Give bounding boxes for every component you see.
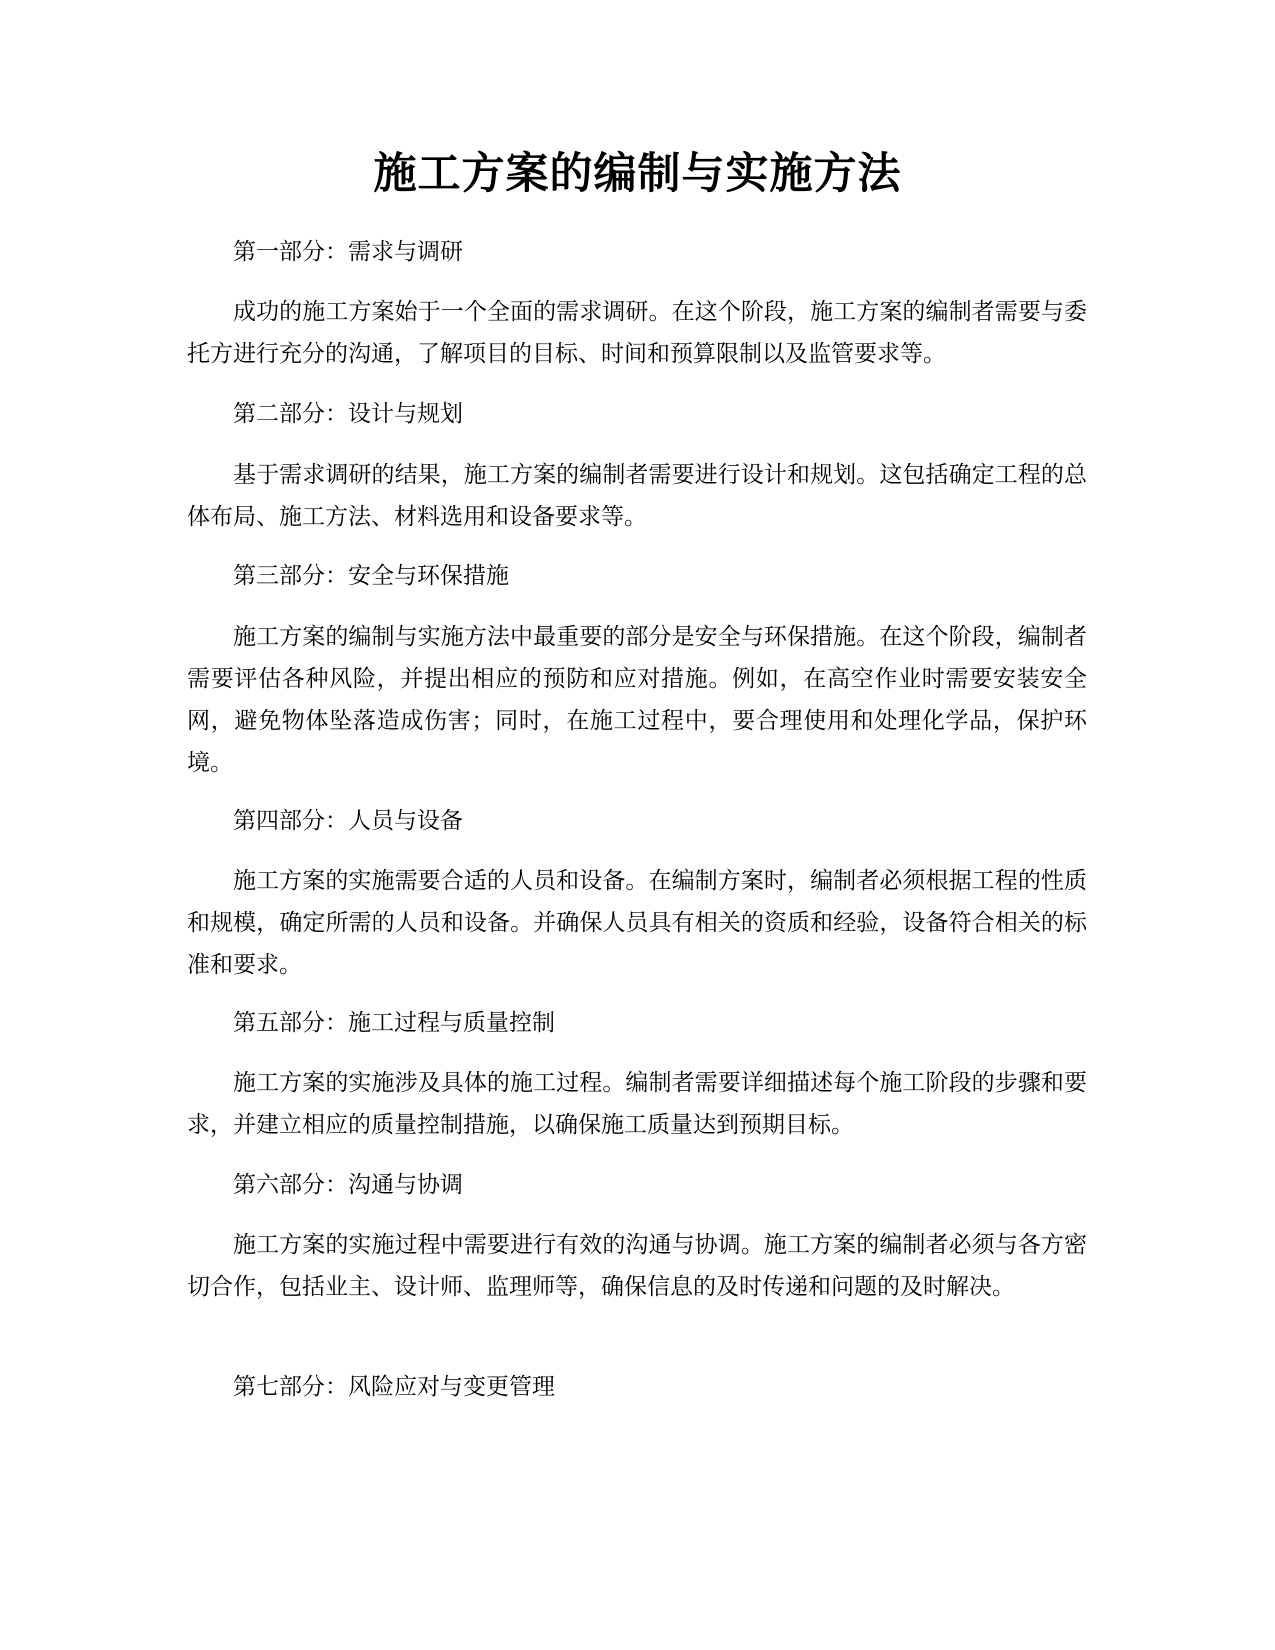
document-title: 施工方案的编制与实施方法 [373,149,902,199]
section-6-paragraph: 施工方案的实施过程中需要进行有效的沟通与协调。施工方案的编制者必须与各方密切合作，包括业主、设计师、监理师等，确保信息的及时传递和问题的及时解决。 [187,1232,1087,1300]
section-7-heading: 第七部分：风险应对与变更管理 [233,1374,555,1400]
section-1-paragraph: 成功的施工方案始于一个全面的需求调研。在这个阶段，施工方案的编制者需要与委托方进行充分的沟通，了解项目的目标、时间和预算限制以及监管要求等。 [187,299,1087,367]
section-5-heading: 第五部分：施工过程与质量控制 [233,1010,555,1036]
section-3-paragraph: 施工方案的编制与实施方法中最重要的部分是安全与环保措施。在这个阶段，编制者需要评估各种风险，并提出相应的预防和应对措施。例如，在高空作业时需要安装安全网，避免物体坠落造成伤害；同时，在施工过程中，要合理使用和处理化学品，保护环境。 [187,624,1087,776]
section-6-heading: 第六部分：沟通与协调 [233,1172,463,1198]
section-5-paragraph: 施工方案的实施涉及具体的施工过程。编制者需要详细描述每个施工阶段的步骤和要求，并建立相应的质量控制措施，以确保施工质量达到预期目标。 [187,1070,1087,1138]
section-1-heading: 第一部分：需求与调研 [233,239,463,265]
section-4-paragraph: 施工方案的实施需要合适的人员和设备。在编制方案时，编制者必须根据工程的性质和规模，确定所需的人员和设备。并确保人员具有相关的资质和经验，设备符合相关的标准和要求。 [187,868,1087,978]
section-2-paragraph: 基于需求调研的结果，施工方案的编制者需要进行设计和规划。这包括确定工程的总体布局、施工方法、材料选用和设备要求等。 [187,462,1087,530]
section-4-heading: 第四部分：人员与设备 [233,808,463,834]
section-2-heading: 第二部分：设计与规划 [233,401,463,427]
section-3-heading: 第三部分：安全与环保措施 [233,563,509,589]
